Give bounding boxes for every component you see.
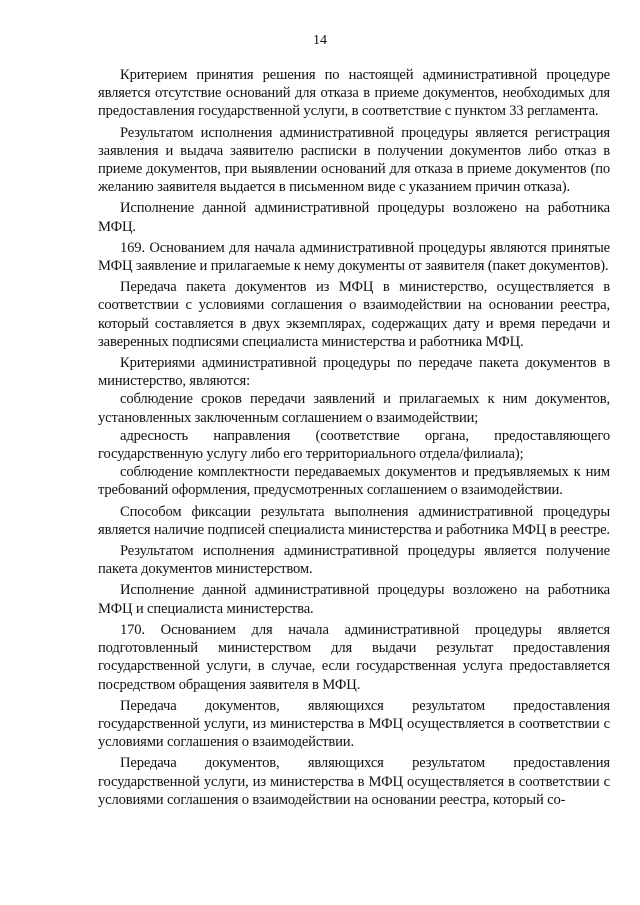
- paragraph-transfer-criteria: Критериями административной процедуры по передаче пакета документов в министерство, являются:: [98, 355, 610, 390]
- paragraph-registration-result: Результатом исполнения административной процедуры является регистрация заявления и выдача заявителю расписки в получении документов либо отказ в приеме документов, при выявлении оснований для отказа в приеме документов (по желанию заявителя выдается в письменном виде с указанием причин отказа).: [98, 124, 610, 196]
- paragraph-package-transfer: Передача пакета документов из МФЦ в министерство, осуществляется в соответствии с условиями соглашения о взаимодействии на основании реестра, который составляется в двух экземплярах, содержащих дату и время передачи и заверенных подписями специалиста министерства и работника МФЦ.: [98, 279, 610, 350]
- paragraph-result-transfer: Передача документов, являющихся результатом предоставления государственной услуги, из министерства в МФЦ осуществляется в соответствии с условиями соглашения о взаимодействии.: [98, 697, 610, 751]
- paragraph-acceptance-criterion: Критерием принятия решения по настоящей административной процедуре является отсутствие оснований для отказа в приеме документов, необходимых для предоставления государственной услуги, в соответствие с пунктом 33 регламента.: [98, 67, 610, 120]
- paragraph-170: 170. Основанием для начала административной процедуры является подготовленный министерством для выдачи результат предоставления государственной услуги, в случае, если государственная услуга предоставляется посредством обращения заявителя в МФЦ.: [98, 621, 610, 693]
- paragraph-executor-mfc: Исполнение данной административной процедуры возложено на работника МФЦ.: [98, 200, 610, 235]
- paragraph-fixation-method: Способом фиксации результата выполнения административной процедуры является наличие подписей специалиста министерства и работника МФЦ в реестре.: [98, 503, 610, 538]
- page-number: 14: [313, 33, 327, 48]
- body-text: [98, 66, 610, 809]
- paragraph-package-result: Результатом исполнения административной процедуры является получение пакета документов министерством.: [98, 543, 610, 578]
- paragraph-addressing: адресность направления (соответствие органа, предоставляющего государственную услугу либо его территориального отдела/филиала);: [98, 427, 610, 463]
- paragraph-169: 169. Основанием для начала административной процедуры являются принятые МФЦ заявление и прилагаемые к нему документы от заявителя (пакет документов).: [98, 239, 610, 275]
- paragraph-deadlines: соблюдение сроков передачи заявлений и прилагаемых к ним документов, установленных заключенным соглашением о взаимодействии;: [98, 391, 610, 426]
- paragraph-result-transfer-registry: Передача документов, являющихся результатом предоставления государственной услуги, из министерства в МФЦ осуществляется в соответствии с условиями соглашения о взаимодействии на основании реестра, который со-: [98, 755, 610, 808]
- paragraph-executor-mfc-ministry: Исполнение данной административной процедуры возложено на работника МФЦ и специалиста министерства.: [98, 582, 610, 617]
- paragraph-completeness: соблюдение комплектности передаваемых документов и предъявляемых к ним требований оформления, предусмотренных соглашением о взаимодействии.: [98, 464, 610, 499]
